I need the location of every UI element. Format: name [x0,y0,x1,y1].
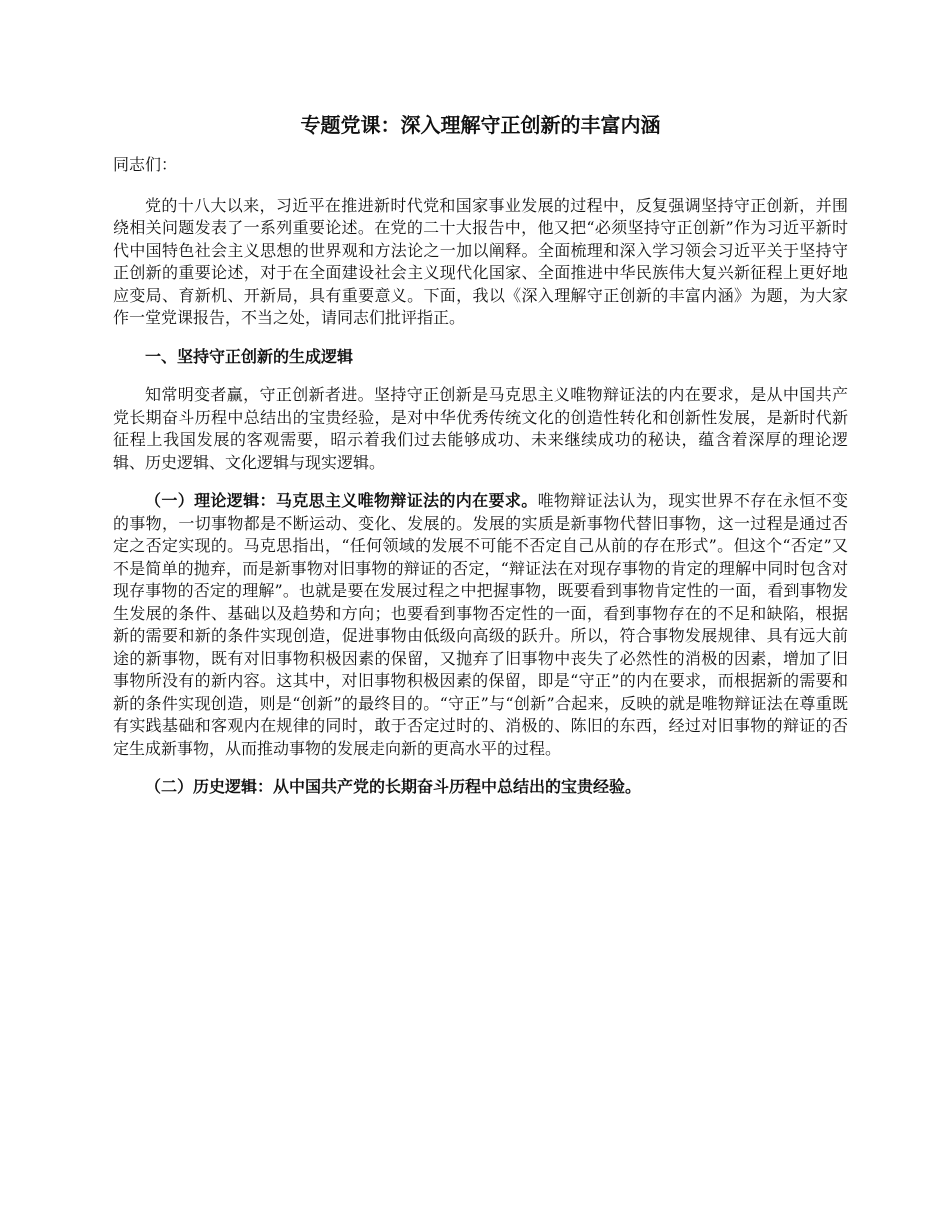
subsection-2-heading: （二）历史逻辑：从中国共产党的长期奋斗历程中总结出的宝贵经验。 [145,777,642,796]
section-1-paragraph: 知常明变者赢，守正创新者进。坚持守正创新是马克思主义唯物辩证法的内在要求，是从中国共产党长期奋斗历程中总结出的宝贵经验，是对中华优秀传统文化的创造性转化和创新性发展，是新时代新征程上我国发展的客观需要，昭示着我们过去能够成功、未来继续成功的秘诀，蕴含着深厚的理论逻辑、历史逻辑、文化逻辑与现实逻辑。 [113,385,848,472]
greeting: 同志们： [113,155,178,174]
intro-paragraph: 党的十八大以来，习近平在推进新时代党和国家事业发展的过程中，反复强调坚持守正创新，并围绕相关问题发表了一系列重要论述。在党的二十大报告中，他又把“必须坚持守正创新”作为习近平新时代中国特色社会主义思想的世界观和方法论之一加以阐释。全面梳理和深入学习领会习近平关于坚持守正创新的重要论述，对于在全面建设社会主义现代化国家、全面推进中华民族伟大复兴新征程上更好地应变局、育新机、开新局，具有重要意义。下面，我以《深入理解守正创新的丰富内涵》为题，为大家作一堂党课报告，不当之处，请同志们批评指正。 [113,195,848,327]
subsection-1-heading: （一）理论逻辑：马克思主义唯物辩证法的内在要求。 [145,491,538,510]
subsection-1-body: 唯物辩证法认为，现实世界不存在永恒不变的事物，一切事物都是不断运动、变化、发展的。发展的实质是新事物代替旧事物，这一过程是通过否定之否定实现的。马克思指出，“任何领域的发展不可能不否定自己从前的存在形式”。但这个“否定”又不是简单的抛弃，而是新事物对旧事物的辩证的否定，“辩证法在对现存事物的肯定的理解中同时包含对现存事物的否定的理解”。也就是要在发展过程之中把握事物，既要看到事物肯定性的一面，看到事物发生发展的条件、基础以及趋势和方向；也要看到事物否定性的一面，看到事物存在的不足和缺陷，根据新的需要和新的条件实现创造，促进事物由低级向高级的跃升。所以，符合事物发展规律、具有远大前途的新事物，既有对旧事物积极因素的保留，又抛弃了旧事物中丧失了必然性的消极的因素，增加了旧事物所没有的新内容。这其中，对旧事物积极因素的保留，即是“守正”的内在要求，而根据新的需要和新的条件实现创造，则是“创新”的最终目的。“守正”与“创新”合起来，反映的就是唯物辩证法在尊重既有实践基础和客观内在规律的同时，敢于否定过时的、消极的、陈旧的东西，经过对旧事物的辩证的否定生成新事物，从而推动事物的发展走向新的更高水平的过程。 [113,491,848,758]
subsection-1-paragraph [113,490,848,760]
document-title: 专题党课：深入理解守正创新的丰富内涵 [300,113,661,137]
document-page [113,110,848,815]
section-1-heading: 一、坚持守正创新的生成逻辑 [145,346,354,366]
